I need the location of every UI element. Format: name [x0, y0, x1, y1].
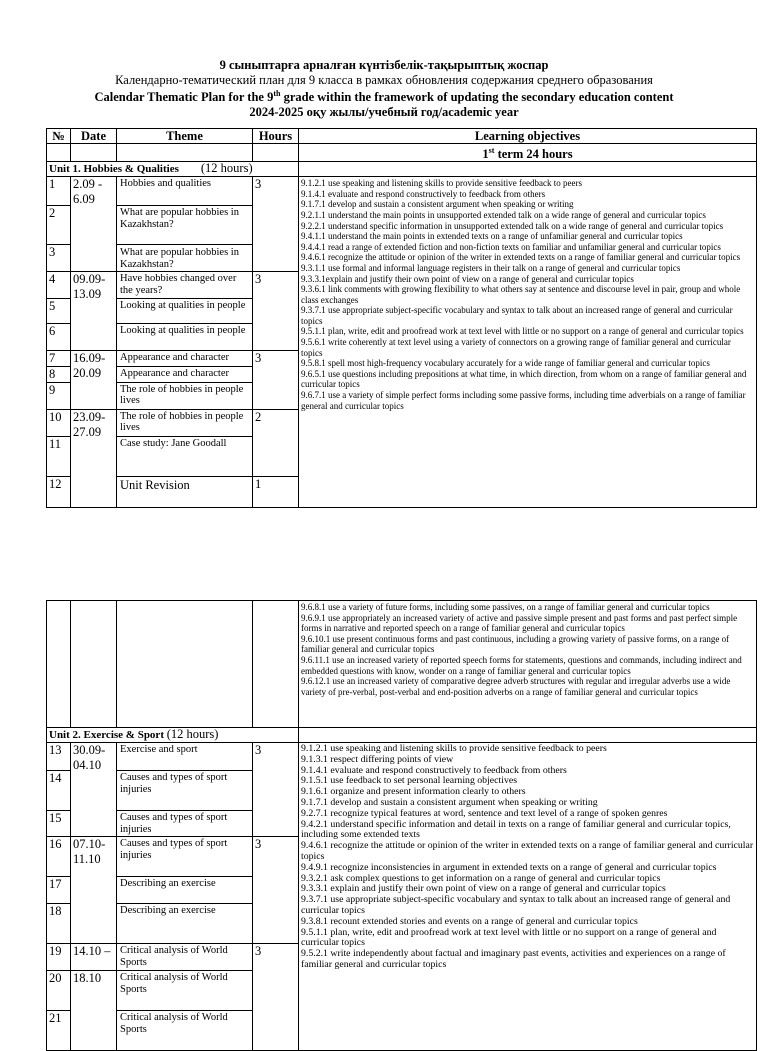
unit-hours: (12 hours) — [200, 161, 253, 176]
row-number: 6 — [47, 323, 71, 350]
row-number: 9 — [47, 382, 71, 409]
term-sup: st — [488, 146, 495, 155]
row-hours: 3 — [253, 177, 299, 272]
row-theme: Appearance and character — [117, 366, 253, 382]
objective-item: 9.1.7.1 develop and sustain a consistent argument when speaking or writing — [301, 796, 598, 808]
row-date: 16.09-20.09 — [71, 350, 117, 409]
row-date: 2.09 - 6.09 — [71, 177, 117, 272]
row-date: 07.10-11.10 — [71, 837, 117, 944]
row-theme: Exercise and sport — [117, 743, 253, 771]
row-number: 10 — [47, 409, 71, 436]
objective-item: 9.4.6.1 recognize the attitude or opinion of the writer in extended texts on a range of familiar general and curricular topics — [301, 252, 741, 263]
objective-item: 9.2.7.1 recognize typical features at word, sentence and text level of a range of spoken genres — [301, 807, 668, 819]
row-number: 4 — [47, 272, 71, 298]
plan-table-page-1 — [46, 128, 757, 508]
col-theme: Theme — [117, 129, 253, 144]
objective-item: 9.6.11.1 use an increased variety of reported speech forms for statements, questions and commands, including indirect and embedded questions with know, wonder on a range of familiar general and curricular topics — [301, 654, 742, 676]
row-number: 11 — [47, 436, 71, 476]
row-number: 5 — [47, 298, 71, 323]
row-theme: What are popular hobbies in Kazakhstan? — [117, 245, 253, 272]
objective-item: 9.1.5.1 use feedback to set personal learning objectives — [301, 775, 518, 787]
row-number: 20 — [47, 971, 71, 1011]
unit-title — [47, 728, 299, 743]
title-english-pre: Calendar Thematic Plan for the 9 — [94, 90, 274, 105]
row-number: 19 — [47, 944, 71, 971]
row-theme: Critical analysis of World Sports — [117, 944, 253, 971]
unit-hours: (12 hours) — [166, 727, 219, 741]
row-theme: What are popular hobbies in Kazakhstan? — [117, 206, 253, 245]
objective-item: 9.3.3.1 explain and justify their own point of view on a range of general and curricular topics — [301, 883, 666, 895]
objective-item: 9.5.6.1 write coherently at text level using a variety of connectors on a growing range of familiar general and curricular topics — [301, 337, 731, 358]
row-date: 30.09-04.10 — [71, 743, 117, 837]
plan-table-page-2 — [46, 600, 757, 1051]
objective-item: 9.3.7.1 use appropriate subject-specific vocabulary and syntax to talk about an increased range of general and curricular topics — [301, 894, 731, 916]
term-text: term 24 hours — [494, 147, 573, 162]
objective-item: 9.1.7.1 develop and sustain a consistent argument when speaking or writing — [301, 199, 574, 210]
objective-item: 9.3.7.1 use appropriate subject-specific vocabulary and syntax to talk about an increased range of general and curricular topics — [301, 305, 733, 326]
row-theme: Case study: Jane Goodall — [117, 436, 253, 476]
row-date: 09.09-13.09 — [71, 272, 117, 350]
row-number: 3 — [47, 245, 71, 272]
objective-item: 9.5.1.1 plan, write, edit and proofread work at text level with little or no support on a range of general and curricular topics — [301, 926, 717, 949]
unit-name: Unit 2. Exercise & Sport — [49, 729, 164, 741]
row-number: 7 — [47, 350, 71, 366]
term-row — [47, 144, 757, 162]
row-theme: Describing an exercise — [117, 877, 253, 904]
objective-item: 9.1.6.1 organize and present information clearly to others — [301, 786, 526, 798]
objective-item: 9.1.4.1 evaluate and respond constructively to feedback from others — [301, 188, 546, 199]
row-theme: Hobbies and qualities — [117, 177, 253, 206]
row-theme: The role of hobbies in people lives — [117, 409, 253, 436]
objective-item: 9.6.9.1 use appropriately an increased variety of active and passive simple present and past forms and past perfect simple forms in narrative and reported speech on a range of familiar general and curricular topics — [301, 612, 738, 634]
objective-item: 9.4.2.1 understand specific information and detail in texts on a range of familiar general and curricular topics, including some extended texts — [301, 818, 731, 841]
row-number: 21 — [47, 1011, 71, 1051]
objective-item: 9.1.2.1 use speaking and listening skills to provide sensitive feedback to peers — [301, 743, 607, 754]
term-label — [299, 144, 757, 162]
objective-item: 9.2.1.1 understand the main points in unsupported extended talk on a wide range of general and curricular topics — [301, 209, 706, 220]
row-theme: Describing an exercise — [117, 904, 253, 944]
row-number: 17 — [47, 877, 71, 904]
unit-title — [47, 162, 299, 177]
row-hours: 3 — [253, 944, 299, 1051]
row-theme: Critical analysis of World Sports — [117, 971, 253, 1011]
row-theme: Unit Revision — [117, 476, 253, 507]
objective-item: 9.1.2.1 use speaking and listening skills to provide sensitive feedback to peers — [301, 178, 582, 189]
objective-item: 9.3.8.1 recount extended stories and events on a range of general and curricular topics — [301, 915, 638, 927]
continuation-row — [47, 601, 757, 728]
objective-item: 9.4.4.1 read a range of extended fiction and non-fiction texts on familiar and unfamiliar general and curricular topics — [301, 241, 721, 252]
row-theme: Causes and types of sport injuries — [117, 837, 253, 877]
row-number: 13 — [47, 743, 71, 771]
row-theme: Causes and types of sport injuries — [117, 771, 253, 811]
objective-item: 9.6.7.1 use a variety of simple perfect forms including some passive forms, including time adverbials on a range of familiar general and curricular topics — [301, 390, 746, 411]
objective-item: 9.3.6.1 link comments with growing flexibility to what others say at sentence and discourse level in pair, group and whole class exchanges — [301, 284, 741, 305]
row-theme: Critical analysis of World Sports — [117, 1011, 253, 1051]
title-english-post: grade within the framework of updating the secondary education content — [280, 90, 674, 105]
objective-item: 9.4.1.1 understand the main points in extended texts on a range of unfamiliar general and curricular topics — [301, 231, 683, 242]
col-hours: Hours — [253, 129, 299, 144]
row-theme: Causes and types of sport injuries — [117, 811, 253, 837]
objective-item: 9.6.10.1 use present continuous forms and past continuous, including a growing variety of passive forms, on a range of familiar general and curricular topics — [301, 633, 730, 655]
row-theme: Have hobbies changed over the years? — [117, 272, 253, 298]
row-date: 23.09-27.09 — [71, 409, 117, 507]
row-number: 12 — [47, 476, 71, 507]
objective-item: 9.3.2.1 ask complex questions to get information on a range of general and curricular topics — [301, 872, 661, 884]
objective-item: 9.4.9.1 recognize inconsistencies in argument in extended texts on a range of general and curricular topics — [301, 861, 717, 873]
title-english-sup: th — [273, 89, 281, 99]
objective-item: 9.6.5.1 use questions including prepositions at what time, in which direction, from whom on a range of familiar general and curricular topics — [301, 368, 747, 390]
unit-row — [47, 728, 757, 743]
objective-item: 9.1.4.1 evaluate and respond constructively to feedback from others — [301, 764, 567, 776]
objective-item: 9.3.3.1explain and justify their own point of view on a range of general and curricular topics — [301, 273, 634, 284]
document-header — [0, 58, 768, 120]
row-theme: Looking at qualities in people — [117, 298, 253, 323]
col-objectives: Learning objectives — [299, 129, 757, 144]
row-number: 16 — [47, 837, 71, 877]
unit-row — [47, 162, 757, 177]
row-hours: 2 — [253, 409, 299, 476]
row-hours: 3 — [253, 272, 299, 350]
row-number: 14 — [47, 771, 71, 811]
table-row — [47, 177, 757, 206]
objective-item: 9.5.8.1 spell most high-frequency vocabulary accurately for a wide range of familiar general and curricular topics — [301, 358, 710, 369]
row-date: 18.10 — [71, 971, 117, 1051]
row-number: 1 — [47, 177, 71, 206]
objective-item: 9.2.2.1 understand specific information in unsupported extended talk on a wide range of general and curricular topics — [301, 220, 724, 231]
row-hours: 1 — [253, 476, 299, 507]
objective-item: 9.1.3.1 respect differing points of view — [301, 753, 454, 765]
table-header-row — [47, 129, 757, 144]
objective-item: 9.3.1.1 use formal and informal language registers in their talk on a range of general and curricular topics — [301, 262, 681, 273]
objective-item: 9.5.1.1 plan, write, edit and proofread work at text level with little or no support on a range of general and curricular topics — [301, 326, 744, 337]
col-number: № — [47, 129, 71, 144]
row-number: 15 — [47, 811, 71, 837]
unit-name: Unit 1. Hobbies & Qualities — [49, 163, 179, 176]
title-kazakh: 9 сыныптарға арналған күнтізбелік-тақырыптық жоспар — [219, 58, 549, 72]
row-number: 2 — [47, 206, 71, 245]
term-num: 1 — [482, 147, 489, 162]
objective-item: 9.5.2.1 write independently about factual and imaginary past events, activities and experiences on a range of familiar general and curricular topics — [301, 948, 726, 970]
row-hours: 3 — [253, 350, 299, 409]
learning-objectives — [299, 743, 757, 1051]
objective-item: 9.6.8.1 use a variety of future forms, including some passives, on a range of familiar general and curricular topics — [301, 602, 710, 612]
row-theme: Appearance and character — [117, 350, 253, 366]
row-hours: 3 — [253, 837, 299, 944]
row-number: 18 — [47, 904, 71, 944]
row-theme: Looking at qualities in people — [117, 323, 253, 350]
objective-item: 9.6.12.1 use an increased variety of comparative degree adverb structures with regular and irregular adverbs use a wide variety of pre-verbal, post-verbal and end-position adverbs on a range of familiar general and curricular topics — [301, 676, 731, 697]
row-date: 14.10 – — [71, 944, 117, 971]
objective-item: 9.4.6.1 recognize the attitude or opinion of the writer in extended texts on a range of familiar general and curricular topics — [301, 840, 754, 862]
title-russian: Календарно-тематический план для 9 класса в рамках обновления содержания среднего образования — [115, 72, 653, 87]
row-theme: The role of hobbies in people lives — [117, 382, 253, 409]
row-hours: 3 — [253, 743, 299, 837]
row-number: 8 — [47, 366, 71, 382]
academic-year: 2024-2025 оқу жылы/учебный год/academic year — [249, 104, 519, 119]
learning-objectives — [299, 177, 757, 507]
learning-objectives-continued — [299, 601, 757, 728]
title-english — [0, 87, 768, 105]
col-date: Date — [71, 129, 117, 144]
table-row — [47, 743, 757, 771]
